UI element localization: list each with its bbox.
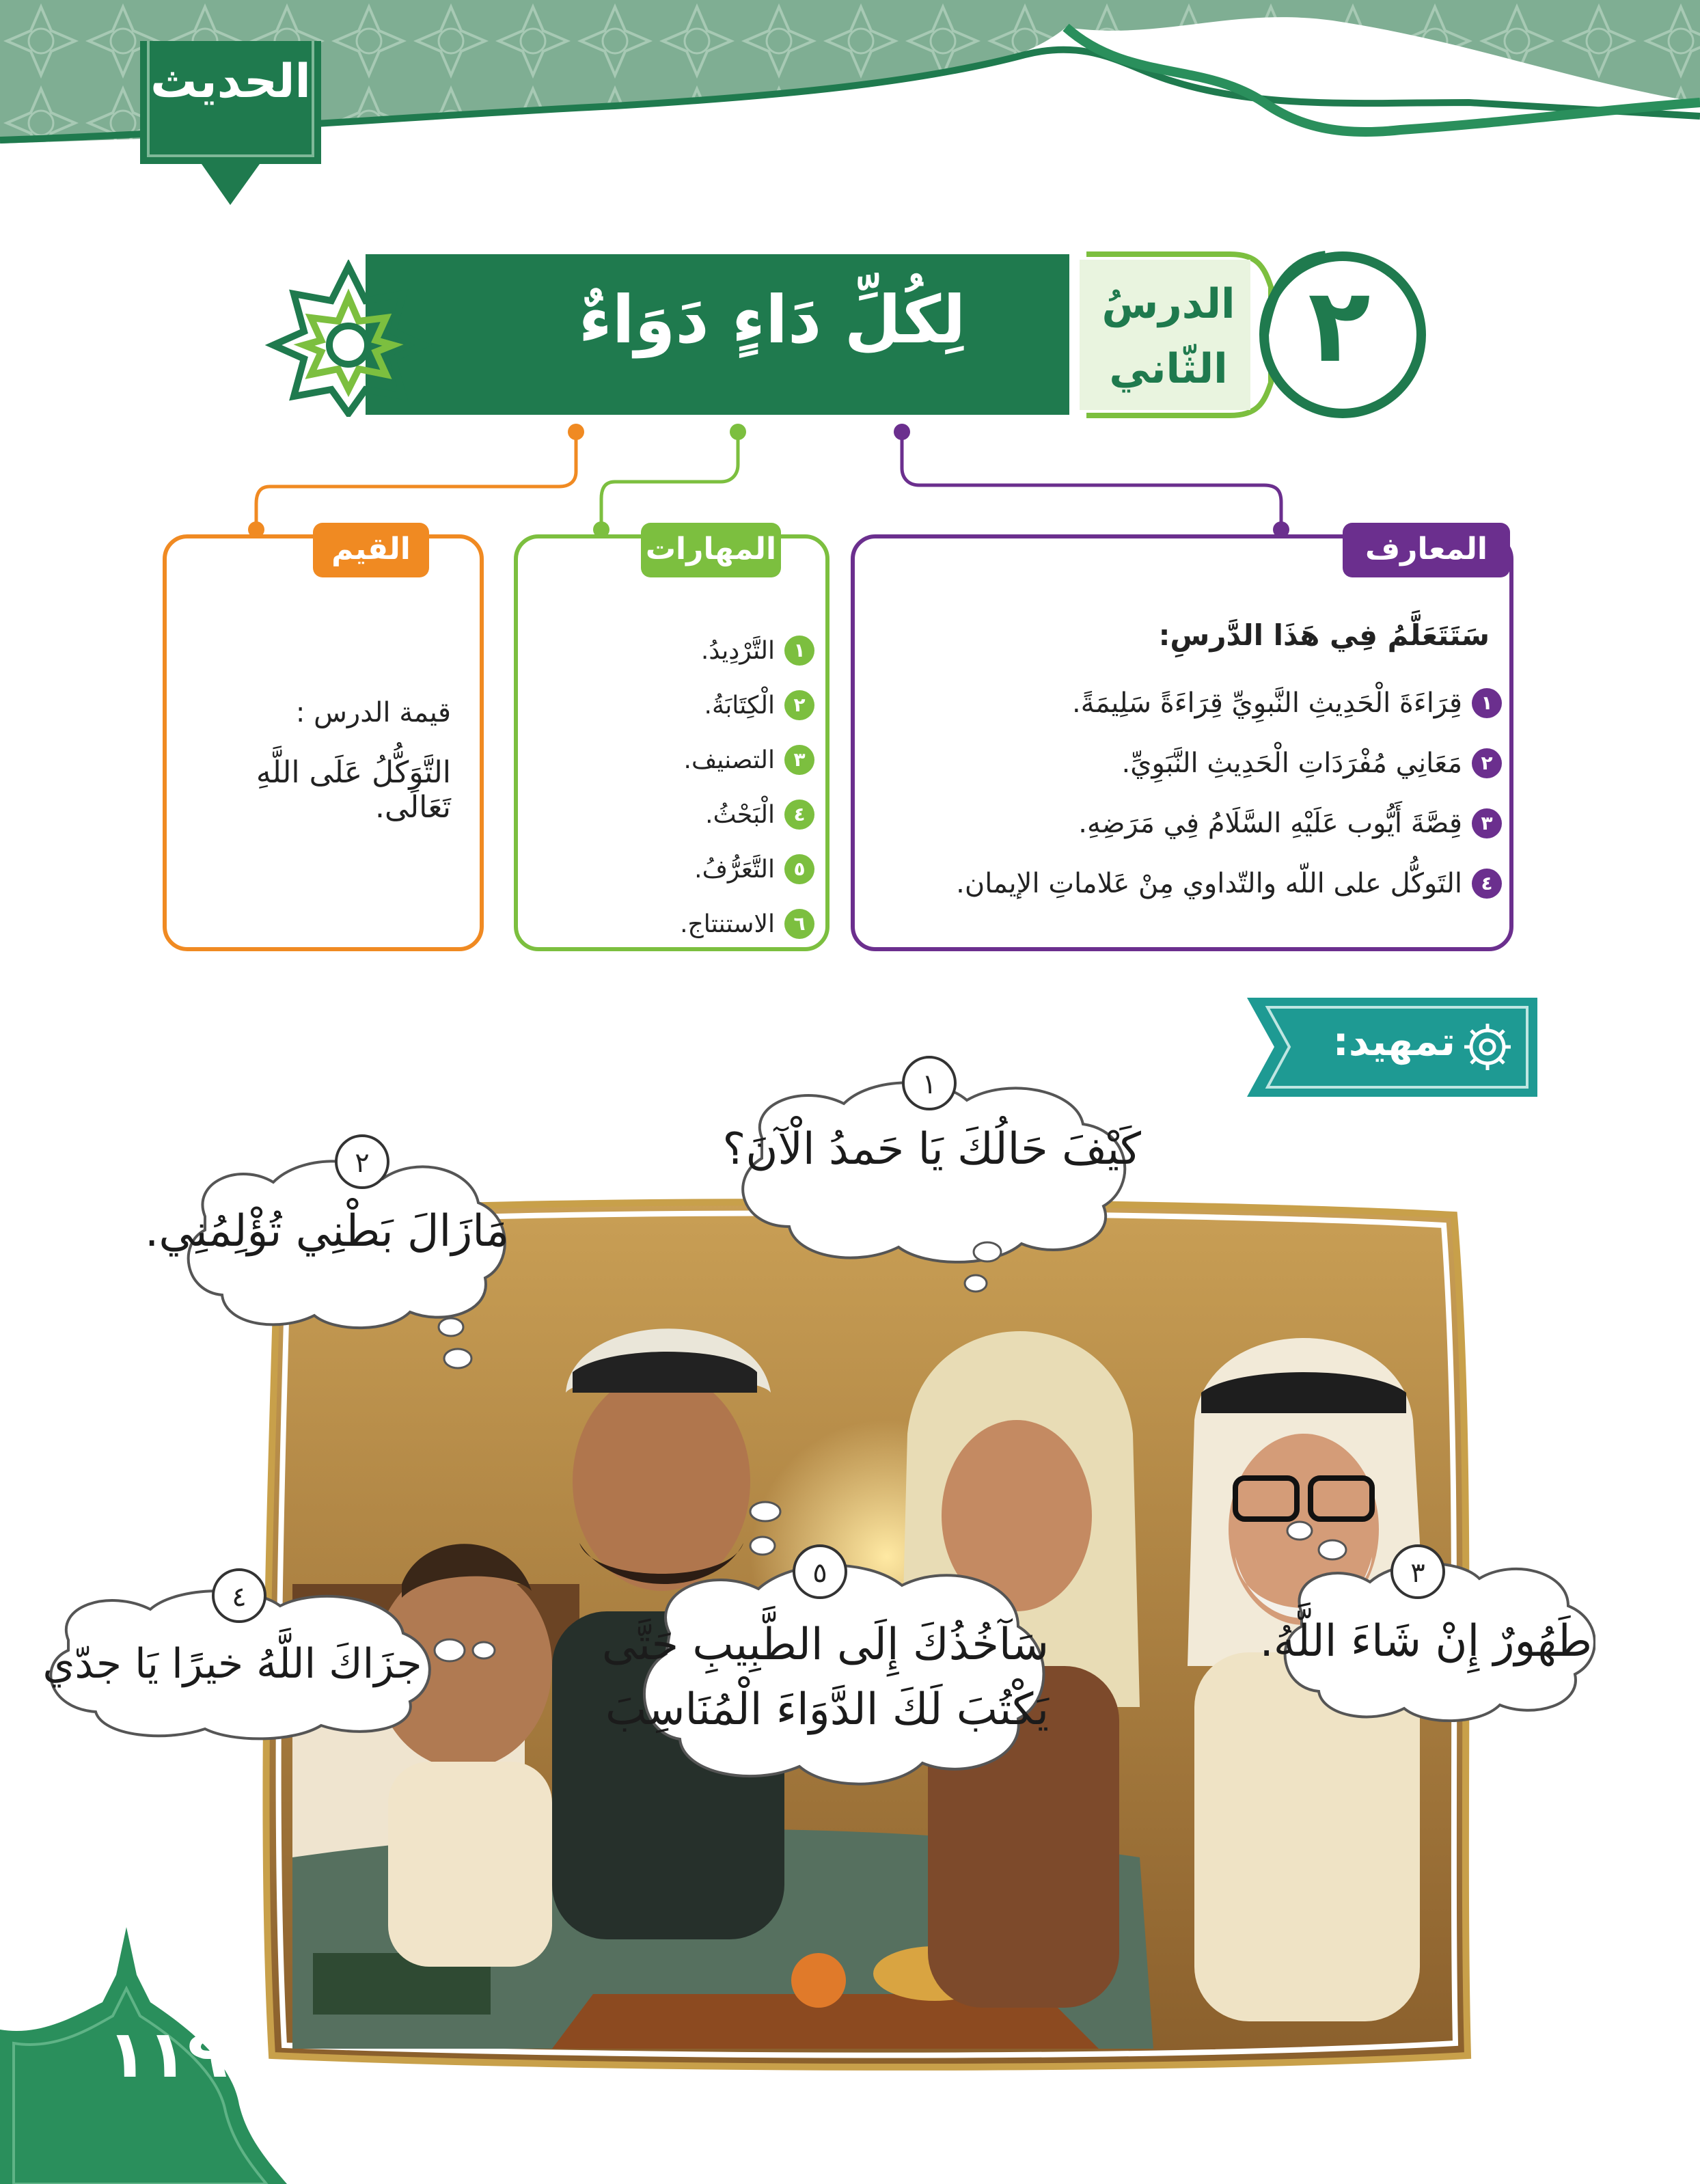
- item-number: ٣: [784, 745, 814, 775]
- list-item: [956, 854, 1502, 914]
- item-text: الاستنتاج.: [680, 910, 775, 938]
- item-text: قِرَاءَةَ الْحَدِيثِ النَّبوِيِّ قِرَاءَةً سَلِيمَةً.: [1071, 687, 1462, 719]
- list-item: [680, 787, 814, 842]
- bubble-text-line: يَكْتُبَ لَكَ الدَّوَاءَ الْمُنَاسِبَ: [605, 1684, 1049, 1735]
- thought-dots: [738, 1497, 793, 1565]
- item-number: ٦: [784, 909, 814, 939]
- thought-dots: [1285, 1517, 1353, 1565]
- item-text: الْكِتَابَةُ.: [704, 691, 775, 720]
- bubble-number: ٥: [793, 1544, 847, 1599]
- list-item: [680, 842, 814, 897]
- values-label: قيمة الدرس :: [295, 697, 451, 728]
- bubble-text: مَازَالَ بَطْنِي تُؤْلِمُنِي.: [145, 1206, 509, 1257]
- list-item: [680, 733, 814, 787]
- star-ornament-icon: [263, 260, 434, 417]
- item-number: ٢: [1472, 748, 1502, 778]
- thought-dots: [957, 1237, 1004, 1298]
- item-number: ٤: [784, 800, 814, 830]
- bubble-number: ١: [902, 1056, 957, 1110]
- intro-label: تمهيد:: [1332, 1018, 1455, 1065]
- item-text: قِصَّةَ أَيُّوب عَلَيْهِ السَّلَامُ فِي مَرَضِهِ.: [1078, 808, 1462, 839]
- skills-tab: المهارات: [641, 523, 781, 577]
- bubble-text: جزَاكَ اللَّهُ خيرًا يَا جدّي: [42, 1640, 422, 1688]
- item-number: ٥: [784, 854, 814, 884]
- skills-list: [680, 623, 814, 951]
- list-item: [680, 623, 814, 678]
- values-box: [163, 534, 484, 951]
- knowledge-tab: المعارف: [1343, 523, 1510, 577]
- item-text: التصنيف.: [683, 746, 775, 774]
- item-text: التَوكُّل على اللّه والتّداوي مِنْ عَلاماتِ الإيمان.: [956, 868, 1462, 899]
- list-item: [956, 793, 1502, 854]
- section-tab-label: الحديث: [150, 55, 311, 109]
- lesson-number: ٢: [1308, 267, 1371, 385]
- thought-dots: [430, 1630, 499, 1671]
- bubble-text: كَيْفَ حَالُكَ يَا حَمدُ الْآنَ؟: [722, 1124, 1141, 1175]
- bubble-number: ٣: [1390, 1544, 1445, 1599]
- values-text: التَّوَكُّلُ عَلَى اللَّهِ تَعَالَى.: [256, 755, 451, 825]
- item-number: ١: [784, 636, 814, 666]
- item-text: مَعَانِي مُفْرَدَاتِ الْحَدِيثِ النَّبَوِيِّ.: [1121, 748, 1462, 779]
- speech-bubble-5: [601, 1558, 1052, 1790]
- lesson-ordinal: الثّاني: [1109, 345, 1228, 393]
- values-tab: القيم: [313, 523, 429, 577]
- thought-dots: [430, 1312, 478, 1374]
- page-number: ١١٩: [107, 2016, 228, 2092]
- knowledge-intro: سَتَتَعَلَّمُ فِي هَذَا الدَّرسِ:: [1158, 618, 1490, 652]
- item-number: ٢: [784, 690, 814, 720]
- bubble-text-line: سَآخُذُكَ إِلَى الطَّبِيبِ حَتَّى: [601, 1620, 1049, 1670]
- lesson-label: الدرسُ: [1101, 280, 1235, 328]
- list-item: [680, 897, 814, 951]
- bubble-text: طَهُورٌ إِنْ شَاءَ اللَّهُ.: [1259, 1616, 1592, 1667]
- knowledge-list: [956, 673, 1502, 914]
- lesson-title: لِكُلِّ دَاءٍ دَوَاءٌ: [578, 282, 966, 358]
- bubble-number: ٢: [335, 1134, 389, 1189]
- item-number: ٤: [1472, 869, 1502, 899]
- item-text: التَّرْدِيدُ.: [700, 636, 775, 665]
- list-item: [956, 733, 1502, 793]
- list-item: [956, 673, 1502, 733]
- item-text: الْبَحْثُ.: [705, 800, 775, 829]
- list-item: [680, 678, 814, 733]
- item-text: التَّعَرُّفُ.: [694, 855, 775, 884]
- item-number: ٣: [1472, 808, 1502, 838]
- item-number: ١: [1472, 688, 1502, 718]
- bubble-number: ٤: [212, 1568, 266, 1623]
